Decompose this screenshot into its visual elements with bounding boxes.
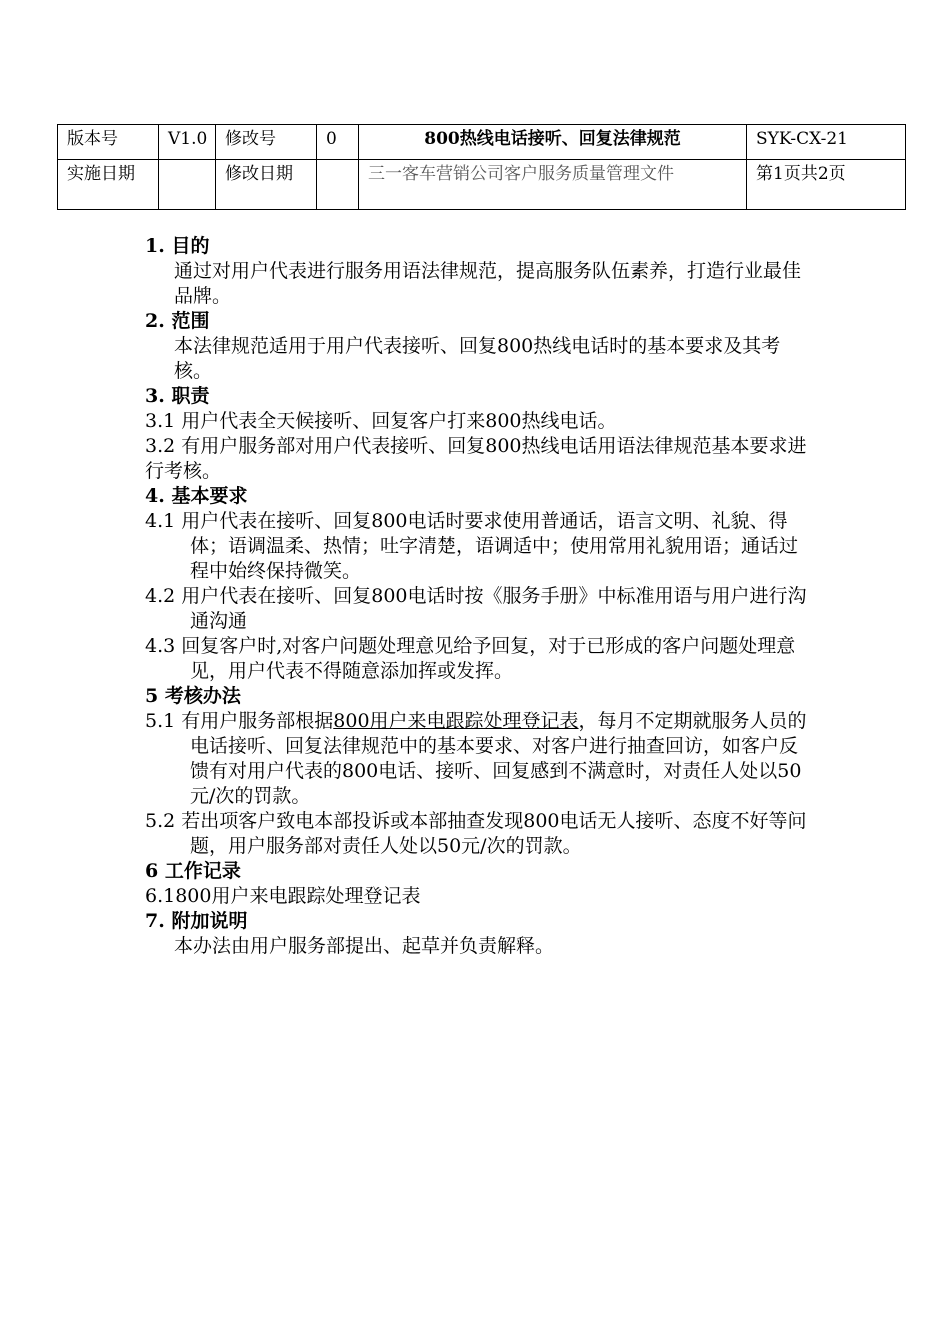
section-5-1-rest: ，每月不定期就服务人员的电话接听、回复法律规范中的基本要求、对客户进行抽查回访，如客户反馈有对用户代表的800电话、接听、回复感到不满意时，对责任人处以50元/次的罚款。 [190, 710, 807, 807]
document-body [145, 234, 810, 959]
revision-date-value [317, 160, 359, 210]
section-1-text: 通过对用户代表进行服务用语法律规范，提高服务队伍素养，打造行业最佳品牌。 [174, 260, 802, 307]
header-row-1 [58, 125, 906, 160]
section-7-heading: 7. 附加说明 [145, 910, 248, 932]
document-code: SYK-CX-21 [747, 125, 906, 160]
revision-label: 修改号 [216, 125, 317, 160]
section-5-1 [145, 709, 810, 809]
section-6-heading: 6 工作记录 [145, 860, 241, 882]
section-4-2: 4.2 用户代表在接听、回复800电话时按《服务手册》中标准用语与用户进行沟通沟通 [145, 585, 807, 632]
document-title: 800热线电话接听、回复法律规范 [359, 125, 747, 160]
version-value: V1.0 [159, 125, 216, 160]
section-5-1-prefix: 5.1 有用户服务部根据 [145, 710, 334, 732]
section-3-heading: 3. 职责 [145, 385, 210, 407]
section-4-3: 4.3 回复客户时,对客户问题处理意见给予回复，对于已形成的客户问题处理意见，用户代表不得随意添加挥或发挥。 [145, 635, 796, 682]
section-4-1: 4.1 用户代表在接听、回复800电话时要求使用普通话，语言文明、礼貌、得体；语调温柔、热情；吐字清楚，语调适中；使用常用礼貌用语；通话过程中始终保持微笑。 [145, 510, 799, 582]
section-2-heading: 2. 范围 [145, 310, 210, 332]
section-3-1: 3.1 用户代表全天候接听、回复客户打来800热线电话。 [145, 410, 617, 432]
document-header-table [57, 124, 906, 210]
section-2-text: 本法律规范适用于用户代表接听、回复800热线电话时的基本要求及其考核。 [174, 335, 781, 382]
revision-date-label: 修改日期 [216, 160, 317, 210]
header-row-2 [58, 160, 906, 210]
section-5-2: 5.2 若出项客户致电本部投诉或本部抽查发现800电话无人接听、态度不好等问题，用户服务部对责任人处以50元/次的罚款。 [145, 810, 807, 857]
section-4-heading: 4. 基本要求 [145, 485, 248, 507]
document-category: 三一客车营销公司客户服务质量管理文件 [359, 160, 747, 210]
section-6-1: 6.1800用户来电跟踪处理登记表 [145, 885, 421, 907]
effective-date-value [159, 160, 216, 210]
version-label: 版本号 [58, 125, 159, 160]
section-5-heading: 5 考核办法 [145, 685, 241, 707]
revision-value: 0 [317, 125, 359, 160]
registration-form-link[interactable]: 800用户来电跟踪处理登记表 [333, 710, 579, 732]
section-3-2: 3.2 有用户服务部对用户代表接听、回复800热线电话用语法律规范基本要求进行考核。 [145, 435, 807, 482]
effective-date-label: 实施日期 [58, 160, 159, 210]
section-1-heading: 1. 目的 [145, 235, 210, 257]
page-info: 第1页共2页 [747, 160, 906, 210]
section-7-text: 本办法由用户服务部提出、起草并负责解释。 [174, 935, 555, 957]
